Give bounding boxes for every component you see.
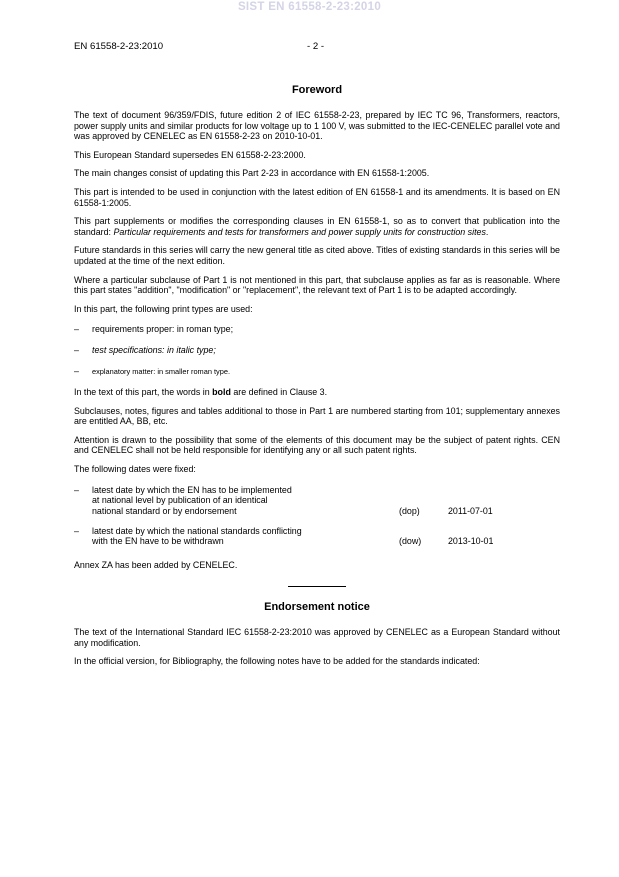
date-description	[92, 485, 362, 517]
endorsement-title: Endorsement notice	[264, 601, 370, 614]
page-number: - 2 -	[307, 41, 325, 52]
foreword-paragraph: Annex ZA has been added by CENELEC.	[74, 559, 238, 570]
foreword-paragraph	[74, 216, 560, 237]
document-id: EN 61558-2-23:2010	[74, 41, 164, 52]
date-description-line: latest date by which the EN has to be implemented	[92, 484, 292, 495]
foreword-paragraph: This part is intended to be used in conjunction with the latest edition of EN 61558-1 and its amendments. It is based on EN 61558-1:2005.	[74, 186, 560, 208]
endorsement-paragraph: The text of the International Standard IEC 61558-2-23:2010 was approved by CENELEC as a European Standard without any modification.	[74, 627, 560, 648]
foreword-paragraph: The text of document 96/359/FDIS, future edition 2 of IEC 61558-2-23, prepared by IEC TC 96, Transformers, reactors, power supply units and similar products for low voltage up to 1 100 V, was submitted to the IEC-CENELEC parallel vote and was approved by CENELEC as EN 61558-2-23 on 2010-10-01.	[74, 110, 560, 142]
date-value: 2013-10-01	[448, 536, 494, 547]
foreword-paragraph: The main changes consist of updating this Part 2-23 in accordance with EN 61558-1:2005.	[74, 168, 430, 179]
foreword-paragraph: Where a particular subclause of Part 1 is not mentioned in this part, that subclause applies as far as is reasonable. Where this part states "addition", "modification" or "replacement", the relevant text of Part 1 is to be adapted accordingly.	[74, 274, 560, 296]
bold-word: bold	[212, 387, 231, 398]
list-item-text: requirements proper: in roman type;	[92, 324, 234, 335]
running-header	[74, 41, 549, 52]
date-description-line: latest date by which the national standards conflicting	[92, 525, 302, 536]
date-description-line: national standard or by endorsement	[92, 505, 237, 516]
page-content	[74, 84, 560, 667]
foreword-title: Foreword	[291, 84, 343, 96]
date-description-line: with the EN have to be withdrawn	[92, 536, 224, 547]
date-entry-dow	[74, 526, 560, 547]
list-item	[74, 324, 560, 335]
paragraph-text: .	[485, 226, 489, 237]
paragraph-text: This part supplements or modifies the corresponding clauses in EN 61558-1, so as to convert that publication into the standard:	[74, 216, 560, 237]
date-description-line: at national level by publication of an identical	[92, 495, 268, 506]
paragraph-text: In the text of this part, the words in	[74, 387, 213, 398]
date-entry-dop	[74, 485, 560, 517]
paragraph-text: are defined in Clause 3.	[230, 387, 328, 398]
list-item	[74, 366, 560, 378]
endorsement-paragraph: In the official version, for Bibliography, the following notes have to be added for the standards indicated:	[74, 656, 480, 667]
date-code: (dow)	[399, 536, 422, 547]
foreword-paragraph: Subclauses, notes, figures and tables additional to those in Part 1 are numbered starting from 101; supplementary annexes are entitled AA, BB, etc.	[74, 405, 560, 427]
list-dash: –	[74, 525, 79, 536]
foreword-paragraph: Attention is drawn to the possibility that some of the elements of this document may be the subject of patent rights. CEN and CENELEC shall not be held responsible for identifying any or all such patent rights.	[74, 434, 560, 456]
list-dash: –	[74, 324, 79, 335]
list-dash: –	[74, 484, 79, 495]
date-code: (dop)	[399, 506, 420, 517]
list-dash: –	[74, 365, 79, 376]
standard-title-italic: Particular requirements and tests for transformers and power supply units for construction sites	[113, 226, 486, 237]
watermark: SIST EN 61558-2-23:2010	[237, 1, 382, 13]
date-description	[92, 526, 362, 547]
foreword-paragraph: The following dates were fixed:	[74, 464, 196, 475]
list-dash: –	[74, 344, 79, 355]
list-item-text: explanatory matter: in smaller roman type.	[92, 366, 231, 376]
foreword-paragraph: In this part, the following print types are used:	[74, 303, 253, 314]
foreword-paragraph	[74, 387, 560, 398]
foreword-paragraph: Future standards in this series will carry the new general title as cited above. Titles of existing standards in this series will be updated at the time of the next edition.	[74, 245, 560, 266]
foreword-paragraph: This European Standard supersedes EN 61558-2-23:2000.	[74, 149, 306, 160]
date-value: 2011-07-01	[448, 506, 493, 517]
list-item-text: test specifications: in italic type;	[92, 344, 216, 355]
list-item	[74, 345, 560, 356]
section-divider	[288, 586, 346, 587]
